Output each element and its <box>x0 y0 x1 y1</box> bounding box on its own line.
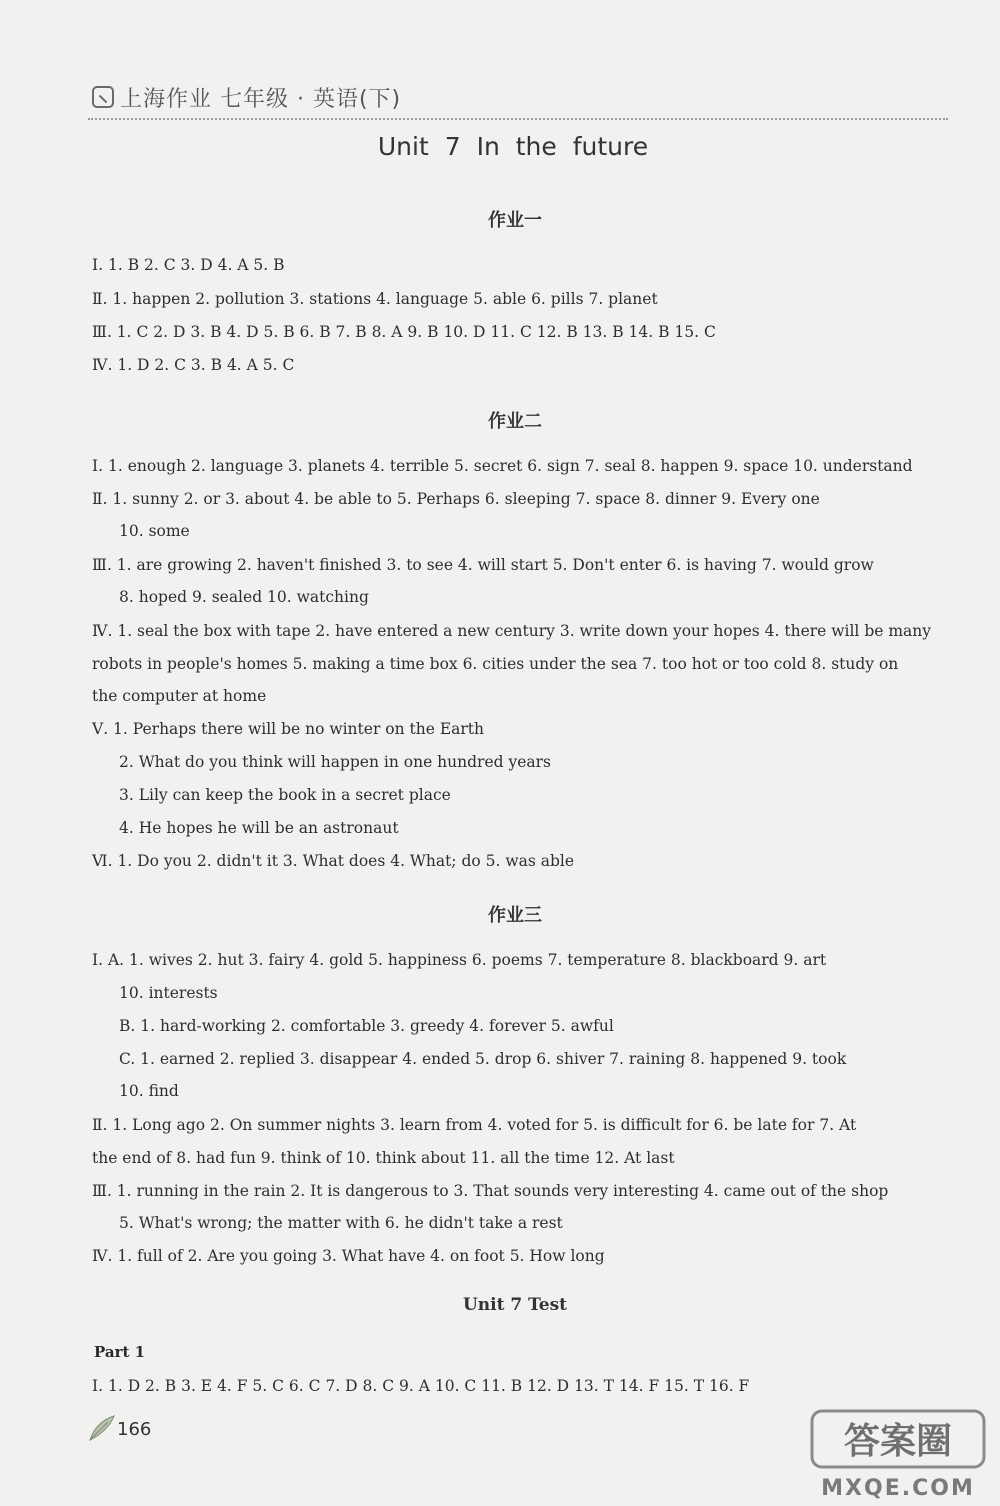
answer-line: Ⅰ. 1. B 2. C 3. D 4. A 5. B <box>92 256 285 274</box>
answer-line: Ⅰ. 1. enough 2. language 3. planets 4. terrible 5. secret 6. sign 7. seal 8. happen 9. space 10. understand <box>92 457 913 475</box>
answer-line: the computer at home <box>92 687 267 705</box>
answer-line: Ⅱ. 1. happen 2. pollution 3. stations 4. language 5. able 6. pills 7. planet <box>92 290 658 308</box>
watermark-logo <box>808 1405 988 1505</box>
page-header <box>88 82 948 120</box>
answer-line: B. 1. hard-working 2. comfortable 3. greedy 4. forever 5. awful <box>119 1017 614 1035</box>
answer-line: Ⅲ. 1. C 2. D 3. B 4. D 5. B 6. B 7. B 8. A 9. B 10. D 11. C 12. B 13. B 14. B 15. C <box>92 323 716 341</box>
answer-line: 2. What do you think will happen in one hundred years <box>119 753 552 771</box>
answer-line: Ⅳ. 1. D 2. C 3. B 4. A 5. C <box>92 356 295 374</box>
answer-line: 10. interests <box>119 984 218 1002</box>
section-title-1: 作业一 <box>488 210 542 231</box>
answer-line: Ⅰ. 1. D 2. B 3. E 4. F 5. C 6. C 7. D 8. C 9. A 10. C 11. B 12. D 13. T 14. F 15. T 16. F <box>92 1377 750 1395</box>
answer-line: 5. What's wrong; the matter with 6. he didn't take a rest <box>119 1214 563 1232</box>
answer-line: 8. hoped 9. sealed 10. watching <box>119 588 369 606</box>
page-number: 166 <box>117 1419 152 1440</box>
section-title-3: 作业三 <box>488 905 542 926</box>
svg-text:答案圈: 答案圈 <box>843 1421 953 1462</box>
answer-line: 3. Lily can keep the book in a secret place <box>119 786 451 804</box>
book-icon <box>92 86 114 108</box>
answer-line: Ⅱ. 1. sunny 2. or 3. about 4. be able to 5. Perhaps 6. sleeping 7. space 8. dinner 9. Every one <box>92 490 820 508</box>
section-title-2: 作业二 <box>488 411 542 432</box>
unit-title: Unit 7 In the future <box>377 132 649 161</box>
answer-line: Ⅳ. 1. full of 2. Are you going 3. What have 4. on foot 5. How long <box>92 1247 605 1265</box>
part-label: Part 1 <box>94 1343 146 1361</box>
answer-line: Ⅳ. 1. seal the box with tape 2. have entered a new century 3. write down your hopes 4. there will be many <box>92 622 932 640</box>
answer-line: robots in people's homes 5. making a time box 6. cities under the sea 7. too hot or too cold 8. study on <box>92 655 899 673</box>
answer-line: 4. He hopes he will be an astronaut <box>119 819 399 837</box>
answer-line: Ⅱ. 1. Long ago 2. On summer nights 3. learn from 4. voted for 5. is difficult for 6. be late for 7. At <box>92 1116 857 1134</box>
answer-line: Ⅵ. 1. Do you 2. didn't it 3. What does 4. What; do 5. was able <box>92 852 575 870</box>
answer-line: the end of 8. had fun 9. think of 10. think about 11. all the time 12. At last <box>92 1149 675 1167</box>
answer-line: Ⅴ. 1. Perhaps there will be no winter on the Earth <box>92 720 485 738</box>
answer-line: C. 1. earned 2. replied 3. disappear 4. ended 5. drop 6. shiver 7. raining 8. happened 9. took <box>119 1050 847 1068</box>
leaf-icon <box>86 1410 120 1444</box>
answer-line: 10. find <box>119 1082 179 1100</box>
header-title: 上海作业 七年级 · 英语(下) <box>120 87 402 112</box>
answer-line: Ⅰ. A. 1. wives 2. hut 3. fairy 4. gold 5. happiness 6. poems 7. temperature 8. blackboard 9. art <box>92 951 827 969</box>
answer-line: Ⅲ. 1. running in the rain 2. It is dangerous to 3. That sounds very interesting 4. came out of the shop <box>92 1182 889 1200</box>
answer-line: 10. some <box>119 522 190 540</box>
answer-line: Ⅲ. 1. are growing 2. haven't finished 3. to see 4. will start 5. Don't enter 6. is having 7. would grow <box>92 556 874 574</box>
test-title: Unit 7 Test <box>462 1295 568 1315</box>
svg-text:MXQE.COM: MXQE.COM <box>821 1476 975 1501</box>
